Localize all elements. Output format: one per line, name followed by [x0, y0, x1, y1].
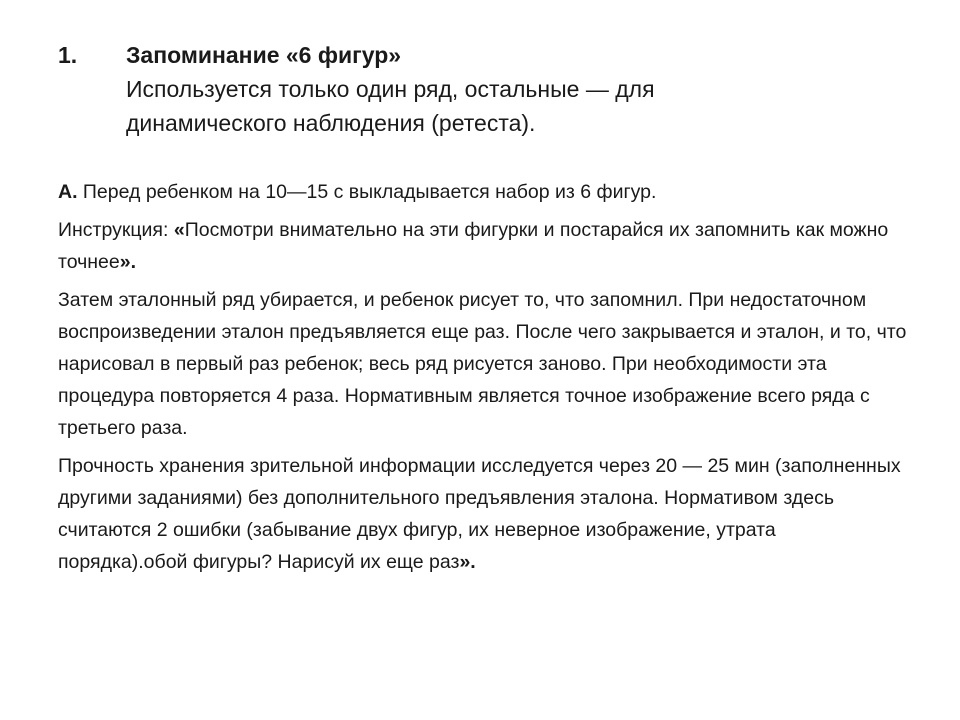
instruction-quote: Посмотри внимательно на эти фигурки и постарайся их запомнить как можно точнее — [58, 219, 889, 273]
paragraph-retention — [58, 450, 908, 578]
heading-subtitle-line-2: динамического наблюдения (ретеста). — [126, 110, 536, 136]
retention-text: Прочность хранения зрительной информации исследуется через 20 — 25 мин (заполненных другими заданиями) без дополнительного предъявления эталона. Нормативом здесь считаются 2 ошибки (забывание двух фигур, их неверное изображение, утрата порядка).обой фигуры? Нарисуй их еще раз — [58, 455, 901, 573]
heading-title: Запоминание «6 фигур» — [126, 42, 402, 68]
paragraph-a-lead: А. — [58, 181, 78, 203]
instruction-open-quote: « — [173, 219, 185, 241]
instruction-label: Инструкция: — [58, 219, 174, 241]
slide-body — [58, 176, 908, 584]
paragraph-a — [58, 176, 908, 208]
retention-close-quote: ». — [459, 551, 476, 573]
heading-row — [58, 38, 918, 140]
instruction-close-quote: ». — [119, 251, 137, 273]
paragraph-instruction — [58, 214, 908, 278]
heading-text — [126, 38, 918, 140]
paragraph-procedure: Затем эталонный ряд убирается, и ребенок рисует то, что запомнил. При недостаточном воспроизведении эталон предъявляется еще раз. После чего закрывается и эталон, и то, что нарисовал в первый раз ребенок; весь ряд рисуется заново. При необходимости эта процедура повторяется 4 раза. Нормативным является точное изображение всего ряда с третьего раза. — [58, 289, 907, 439]
heading-subtitle-line-1: Используется только один ряд, остальные — для — [126, 76, 655, 102]
heading-number: 1. — [58, 42, 78, 68]
slide-heading — [58, 38, 918, 140]
paragraph-a-text: Перед ребенком на 10—15 с выкладывается набор из 6 фигур. — [77, 181, 657, 203]
